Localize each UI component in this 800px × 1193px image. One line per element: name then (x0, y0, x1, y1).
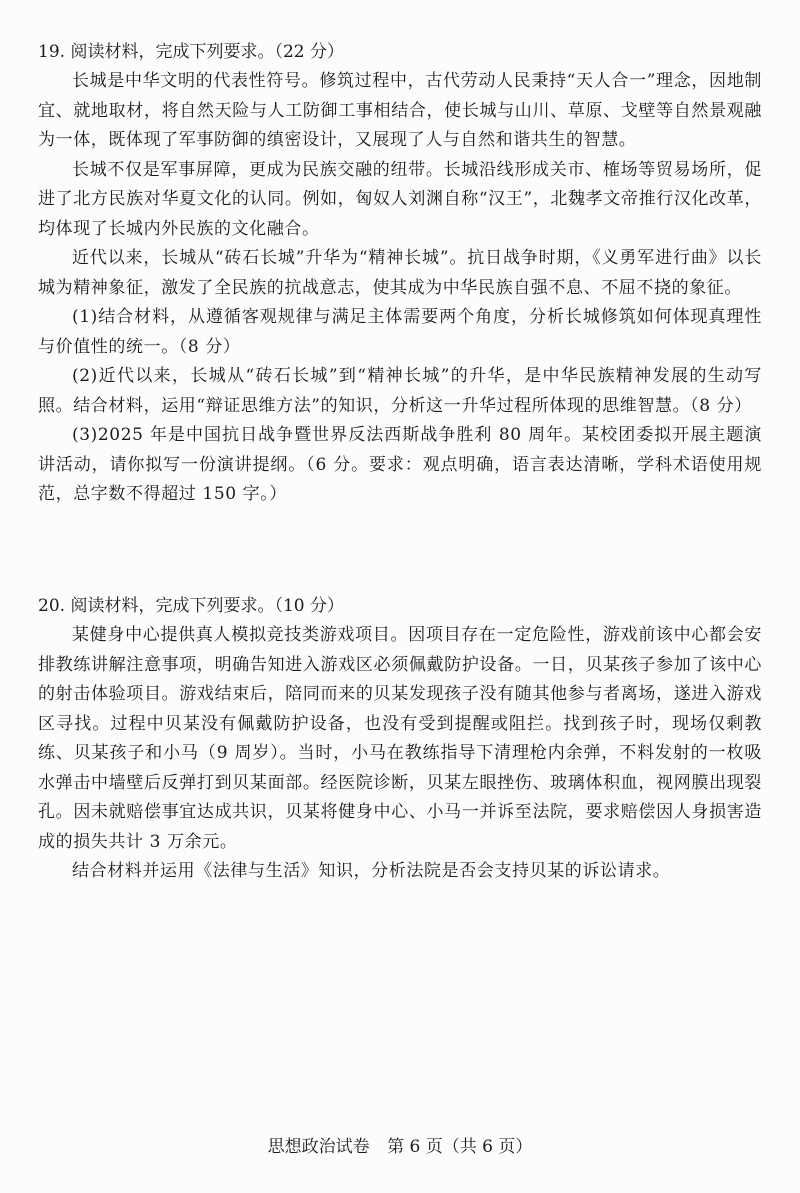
question-title: 20. 阅读材料，完成下列要求。（10 分） (38, 596, 344, 616)
task-paragraph: (3)2025 年是中国抗日战争暨世界反法西斯战争胜利 80 周年。某校团委拟开展主题演讲活动，请你拟写一份演讲提纲。（6 分。要求：观点明确，语言表达清晰，学科术语使用规范，总字数不得超过 150 字。） (38, 425, 762, 504)
footer-subject: 思想政治试卷 (267, 1137, 370, 1157)
material-paragraph: 长城不仅是军事屏障，更成为民族交融的纽带。长城沿线形成关市、榷场等贸易场所，促进了北方民族对华夏文化的认同。例如，匈奴人刘渊自称“汉王”，北魏孝文帝推行汉化改革，均体现了长城内外民族的文化融合。 (38, 159, 762, 239)
footer-page-number: 第 6 页（共 6 页） (387, 1137, 533, 1157)
task-paragraph: (2)近代以来，长城从“砖石长城”到“精神长城”的升华，是中华民族精神发展的生动写照。结合材料，运用“辩证思维方法”的知识，分析这一升华过程所体现的思维智慧。（8 分） (38, 366, 762, 416)
question-19 (38, 38, 762, 510)
material-paragraph: 某健身中心提供真人模拟竞技类游戏项目。因项目存在一定危险性，游戏前该中心都会安排教练讲解注意事项，明确告知进入游戏区必须佩戴防护设备。一日，贝某孩子参加了该中心的射击体验项目。游戏结束后，陪同而来的贝某发现孩子没有随其他参与者离场，遂进入游戏区寻找。过程中贝某没有佩戴防护设备，也没有受到提醒或阻拦。找到孩子时，现场仅剩教练、贝某孩子和小马（9 周岁）。当时，小马在教练指导下清理枪内余弹，不料发射的一枚吸水弹击中墙壁后反弹打到贝某面部。经医院诊断，贝某左眼挫伤、玻璃体积血，视网膜出现裂孔。因未就赔偿事宜达成共识，贝某将健身中心、小马一并诉至法院，要求赔偿因人身损害造成的损失共计 3 万余元。 (38, 625, 762, 852)
question-title: 19. 阅读材料，完成下列要求。（22 分） (38, 42, 344, 62)
material-paragraph: 近代以来，长城从“砖石长城”升华为“精神长城”。抗日战争时期，《义勇军进行曲》以长城为精神象征，激发了全民族的抗战意志，使其成为中华民族自强不息、不屈不挠的象征。 (38, 248, 762, 298)
page-footer (0, 1135, 800, 1159)
task-paragraph: 结合材料并运用《法律与生活》知识，分析法院是否会支持贝某的诉讼请求。 (72, 861, 671, 881)
task-paragraph: (1)结合材料，从遵循客观规律与满足主体需要两个角度，分析长城修筑如何体现真理性与价值性的统一。（8 分） (38, 307, 762, 357)
material-paragraph: 长城是中华文明的代表性符号。修筑过程中，古代劳动人民秉持“天人合一”理念，因地制宜、就地取材，将自然天险与人工防御工事相结合，使长城与山川、草原、戈壁等自然景观融为一体，既体现了军事防御的缜密设计，又展现了人与自然和谐共生的智慧。 (38, 71, 762, 150)
question-20 (38, 592, 762, 887)
